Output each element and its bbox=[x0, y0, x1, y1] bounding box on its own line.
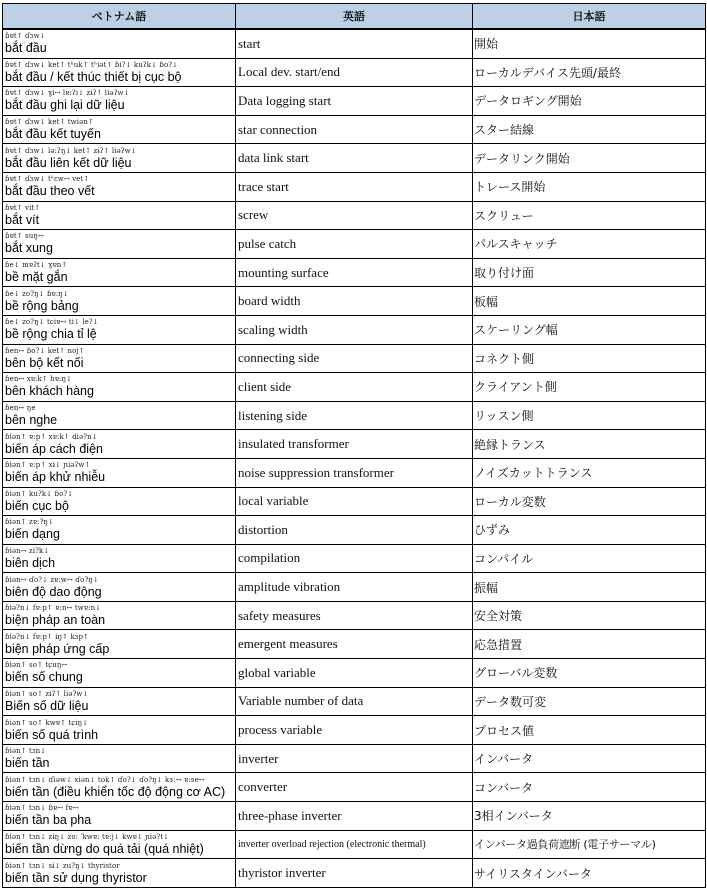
table-row bbox=[3, 373, 706, 402]
vietnamese-term: biến áp khử nhiễu bbox=[5, 470, 106, 485]
vietnamese-term: biên độ dao động bbox=[5, 584, 102, 599]
vietnamese-term: bề mặt gắn bbox=[5, 270, 68, 285]
ipa-pronunciation: ɓiən↔ zi?k↓ bbox=[5, 546, 50, 555]
ipa-pronunciation: ɓiən↑ ɐ:p↑ xɨ↓ ɲiəʔw↑ bbox=[5, 461, 91, 470]
ipa-pronunciation: ɓen↔ ɓo?↓ ket↑ noj↑ bbox=[5, 346, 85, 355]
table-row bbox=[3, 144, 706, 173]
table-row bbox=[3, 573, 706, 602]
vietnamese-term: biến tần dừng do quá tải (quá nhiệt) bbox=[5, 841, 204, 856]
table-row bbox=[3, 630, 706, 659]
english-term: insulated transformer bbox=[236, 430, 473, 459]
ipa-pronunciation: ɓɐt↑ ɗɜw↓ ket↑ twiən↑ bbox=[5, 118, 94, 127]
english-term: mounting surface bbox=[236, 258, 473, 287]
english-term: three-phase inverter bbox=[236, 802, 473, 831]
glossary-body bbox=[3, 29, 706, 887]
ipa-pronunciation: ɓiən↑ tɜn↓ bbox=[5, 747, 47, 756]
english-term: local variable bbox=[236, 487, 473, 516]
vietnamese-cell bbox=[3, 287, 236, 316]
vietnamese-term: bề rộng chia tỉ lệ bbox=[5, 327, 97, 342]
english-term: pulse catch bbox=[236, 230, 473, 259]
header-row bbox=[3, 4, 706, 30]
table-row bbox=[3, 287, 706, 316]
vietnamese-term: bắt đầu theo vết bbox=[5, 184, 95, 199]
japanese-term: クライアント側 bbox=[473, 373, 706, 402]
table-row bbox=[3, 516, 706, 545]
ipa-pronunciation: ɓɐt↑ ɗɜw↓ bbox=[5, 32, 46, 41]
vietnamese-cell bbox=[3, 172, 236, 201]
vietnamese-term: biện pháp ứng cấp bbox=[5, 641, 110, 656]
vietnamese-cell bbox=[3, 859, 236, 888]
vietnamese-cell bbox=[3, 373, 236, 402]
vietnamese-term: biện pháp an toàn bbox=[5, 613, 106, 628]
table-row bbox=[3, 201, 706, 230]
vietnamese-cell bbox=[3, 230, 236, 259]
vietnamese-term: bề rộng bảng bbox=[5, 298, 79, 313]
vietnamese-term: bên khách hàng bbox=[5, 384, 94, 399]
vietnamese-cell bbox=[3, 802, 236, 831]
table-row bbox=[3, 544, 706, 573]
ipa-pronunciation: ɓɐt↑ suŋ↔ bbox=[5, 232, 44, 241]
japanese-term: サイリスタインバータ bbox=[473, 859, 706, 888]
english-term: noise suppression transformer bbox=[236, 458, 473, 487]
vietnamese-cell bbox=[3, 487, 236, 516]
header-english: 英語 bbox=[236, 4, 473, 30]
glossary-table bbox=[2, 3, 706, 888]
vietnamese-cell bbox=[3, 516, 236, 545]
ipa-pronunciation: ɓiən↑ zɐ:?ŋ↓ bbox=[5, 518, 55, 527]
english-term: trace start bbox=[236, 172, 473, 201]
ipa-pronunciation: ɓɐt↑ ɗɜw↓ ket↑ tʰuk↑ tʰiət↑ ɓi?↓ kuʔk↓ ɓo?↓ bbox=[5, 60, 179, 69]
vietnamese-term: bắt vít bbox=[5, 212, 40, 227]
table-row bbox=[3, 29, 706, 58]
vietnamese-cell bbox=[3, 258, 236, 287]
ipa-pronunciation: ɓiən↑ tɜn↓ zɨŋ↓ zo: ˈkwɐ: tɐ:j↓ kwɐ↓ ɲiə?t↓ bbox=[5, 832, 170, 841]
ipa-pronunciation: ɓe↓ zo?ŋ↓ ɓɐ:ŋ↓ bbox=[5, 289, 69, 298]
ipa-pronunciation: ɓiən↑ so↑ zɨʔ↑ liə?w↓ bbox=[5, 689, 89, 698]
japanese-term: 3相インバータ bbox=[473, 802, 706, 831]
english-term: safety measures bbox=[236, 601, 473, 630]
english-term: process variable bbox=[236, 716, 473, 745]
table-row bbox=[3, 744, 706, 773]
ipa-pronunciation: ɓiə?n↓ fɐ:p↑ ɨŋ↑ kɜp↑ bbox=[5, 632, 89, 641]
vietnamese-term: biến dạng bbox=[5, 527, 60, 542]
english-term: board width bbox=[236, 287, 473, 316]
vietnamese-term: biến tần ba pha bbox=[5, 813, 92, 828]
vietnamese-cell bbox=[3, 659, 236, 688]
table-row bbox=[3, 401, 706, 430]
table-row bbox=[3, 315, 706, 344]
ipa-pronunciation: ɓɐt↑ vit↑ bbox=[5, 203, 41, 212]
english-term: star connection bbox=[236, 115, 473, 144]
ipa-pronunciation: ɓɐt↑ ɗɜw↓ ɣi↔ lɐ:ʔi↓ zɨʔ↑ liəʔw↓ bbox=[5, 89, 130, 98]
vietnamese-term: bắt đầu ghi lại dữ liệu bbox=[5, 98, 125, 113]
english-term: Data logging start bbox=[236, 87, 473, 116]
vietnamese-term: biến số quá trình bbox=[5, 727, 99, 742]
ipa-pronunciation: ɓen↔ ŋe bbox=[5, 404, 36, 413]
table-row bbox=[3, 58, 706, 87]
header-vietnamese: ベトナム語 bbox=[3, 4, 236, 30]
vietnamese-cell bbox=[3, 144, 236, 173]
japanese-term: 取り付け面 bbox=[473, 258, 706, 287]
ipa-pronunciation: ɓiən↑ tɜn↓ ɓɐ↔ fɐ↔ bbox=[5, 804, 79, 813]
vietnamese-cell bbox=[3, 344, 236, 373]
ipa-pronunciation: ɓɐt↑ ɗɜw↓ lə:ʔŋ↓ ket↑ zɨʔ↑ liəʔw↓ bbox=[5, 146, 137, 155]
japanese-term: コンバータ bbox=[473, 773, 706, 802]
ipa-pronunciation: ɓiən↑ so↑ tɕuŋ↔ bbox=[5, 661, 68, 670]
japanese-term: データロギング開始 bbox=[473, 87, 706, 116]
english-term: compilation bbox=[236, 544, 473, 573]
ipa-pronunciation: ɓe↓ mɐʔt↓ ɣɐn↑ bbox=[5, 261, 68, 270]
table-row bbox=[3, 859, 706, 888]
table-row bbox=[3, 659, 706, 688]
english-term: client side bbox=[236, 373, 473, 402]
japanese-term: 絶縁トランス bbox=[473, 430, 706, 459]
japanese-term: 開始 bbox=[473, 29, 706, 58]
ipa-pronunciation: ɓen↔ xɐ:k↑ hɐ:ŋ↓ bbox=[5, 375, 73, 384]
vietnamese-term: biến tần (điều khiển tốc độ động cơ AC) bbox=[5, 784, 226, 799]
japanese-term: スクリュー bbox=[473, 201, 706, 230]
vietnamese-cell bbox=[3, 115, 236, 144]
vietnamese-term: bắt đầu bbox=[5, 41, 47, 56]
english-term: emergent measures bbox=[236, 630, 473, 659]
japanese-term: スター結線 bbox=[473, 115, 706, 144]
vietnamese-cell bbox=[3, 430, 236, 459]
vietnamese-cell bbox=[3, 744, 236, 773]
vietnamese-cell bbox=[3, 401, 236, 430]
vietnamese-term: biến tần sử dụng thyristor bbox=[5, 870, 147, 885]
table-row bbox=[3, 258, 706, 287]
vietnamese-cell bbox=[3, 87, 236, 116]
japanese-term: トレース開始 bbox=[473, 172, 706, 201]
vietnamese-cell bbox=[3, 716, 236, 745]
table-row bbox=[3, 344, 706, 373]
table-row bbox=[3, 458, 706, 487]
japanese-term: インバータ過負荷遮断 (電子サーマル) bbox=[473, 830, 706, 859]
table-row bbox=[3, 802, 706, 831]
english-term: distortion bbox=[236, 516, 473, 545]
table-row bbox=[3, 830, 706, 859]
vietnamese-cell bbox=[3, 773, 236, 802]
japanese-term: 振幅 bbox=[473, 573, 706, 602]
english-term: inverter overload rejection (electronic thermal) bbox=[236, 830, 473, 859]
vietnamese-term: Biến số dữ liệu bbox=[5, 698, 89, 713]
japanese-term: ローカルデバイス先頭/最終 bbox=[473, 58, 706, 87]
japanese-term: スケーリング幅 bbox=[473, 315, 706, 344]
english-term: screw bbox=[236, 201, 473, 230]
japanese-term: プロセス値 bbox=[473, 716, 706, 745]
english-term: Variable number of data bbox=[236, 687, 473, 716]
english-term: global variable bbox=[236, 659, 473, 688]
table-row bbox=[3, 687, 706, 716]
ipa-pronunciation: ɓiən↑ so↑ kwɐ↑ tɕiŋ↓ bbox=[5, 718, 89, 727]
vietnamese-cell bbox=[3, 315, 236, 344]
vietnamese-cell bbox=[3, 544, 236, 573]
table-row bbox=[3, 487, 706, 516]
english-term: thyristor inverter bbox=[236, 859, 473, 888]
header-japanese: 日本語 bbox=[473, 4, 706, 30]
japanese-term: データリンク開始 bbox=[473, 144, 706, 173]
ipa-pronunciation: ɓe↓ zo?ŋ↓ tɕiɐ↔ ti↓ le?↓ bbox=[5, 318, 99, 327]
vietnamese-term: bắt xung bbox=[5, 241, 53, 256]
japanese-term: 応急措置 bbox=[473, 630, 706, 659]
japanese-term: ノイズカットトランス bbox=[473, 458, 706, 487]
vietnamese-cell bbox=[3, 201, 236, 230]
table-row bbox=[3, 172, 706, 201]
japanese-term: グローバル変数 bbox=[473, 659, 706, 688]
vietnamese-term: bắt đầu kết tuyến bbox=[5, 127, 101, 142]
table-row bbox=[3, 115, 706, 144]
ipa-pronunciation: ɓiən↔ ɗo?↓ zɐ:w↔ ɗo?ŋ↓ bbox=[5, 575, 99, 584]
vietnamese-cell bbox=[3, 687, 236, 716]
ipa-pronunciation: ɓiən↑ tɜn↓ sɨ↓ zu?ŋ↓ thyristor bbox=[5, 861, 120, 870]
japanese-term: データ数可変 bbox=[473, 687, 706, 716]
english-term: amplitude vibration bbox=[236, 573, 473, 602]
english-term: inverter bbox=[236, 744, 473, 773]
ipa-pronunciation: ɓɐt↑ ɗɜw↓ tʰɛw↔ vet↑ bbox=[5, 175, 90, 184]
english-term: Local dev. start/end bbox=[236, 58, 473, 87]
ipa-pronunciation: ɓiən↑ ku?k↓ ɓo?↓ bbox=[5, 489, 74, 498]
table-row bbox=[3, 87, 706, 116]
vietnamese-term: biên dịch bbox=[5, 555, 56, 570]
table-row bbox=[3, 716, 706, 745]
table-row bbox=[3, 773, 706, 802]
english-term: start bbox=[236, 29, 473, 58]
vietnamese-cell bbox=[3, 830, 236, 859]
vietnamese-term: bên nghe bbox=[5, 413, 58, 428]
vietnamese-term: biến áp cách điện bbox=[5, 441, 103, 456]
vietnamese-term: biến cục bộ bbox=[5, 498, 69, 513]
vietnamese-cell bbox=[3, 29, 236, 58]
table-row bbox=[3, 601, 706, 630]
ipa-pronunciation: ɓiən↑ tɜn↓ ɗiəw↓ xiən↓ tok↑ ɗo?↓ ɗo?ŋ↓ kɤ:↔ ɐ:se↔ bbox=[5, 775, 205, 784]
japanese-term: 安全対策 bbox=[473, 601, 706, 630]
english-term: scaling width bbox=[236, 315, 473, 344]
japanese-term: ひずみ bbox=[473, 516, 706, 545]
japanese-term: コンパイル bbox=[473, 544, 706, 573]
vietnamese-term: bên bộ kết nối bbox=[5, 355, 84, 370]
ipa-pronunciation: ɓiən↑ ɐ:p↑ xɐ:k↑ diə?n↓ bbox=[5, 432, 98, 441]
table-row bbox=[3, 430, 706, 459]
vietnamese-term: bắt đầu liên kết dữ liệu bbox=[5, 155, 132, 170]
japanese-term: リッスン側 bbox=[473, 401, 706, 430]
japanese-term: パルスキャッチ bbox=[473, 230, 706, 259]
japanese-term: 板幅 bbox=[473, 287, 706, 316]
ipa-pronunciation: ɓiə?n↓ fɐ:p↑ ɐ:n↔ twɐ:n↓ bbox=[5, 604, 102, 613]
english-term: converter bbox=[236, 773, 473, 802]
vietnamese-cell bbox=[3, 458, 236, 487]
vietnamese-cell bbox=[3, 630, 236, 659]
vietnamese-cell bbox=[3, 573, 236, 602]
vietnamese-cell bbox=[3, 58, 236, 87]
vietnamese-term: biến số chung bbox=[5, 670, 83, 685]
english-term: listening side bbox=[236, 401, 473, 430]
vietnamese-term: biến tần bbox=[5, 756, 50, 771]
japanese-term: インバータ bbox=[473, 744, 706, 773]
vietnamese-term: bắt đầu / kết thúc thiết bị cục bộ bbox=[5, 69, 182, 84]
japanese-term: ローカル変数 bbox=[473, 487, 706, 516]
english-term: data link start bbox=[236, 144, 473, 173]
japanese-term: コネクト側 bbox=[473, 344, 706, 373]
english-term: connecting side bbox=[236, 344, 473, 373]
table-row bbox=[3, 230, 706, 259]
vietnamese-cell bbox=[3, 601, 236, 630]
